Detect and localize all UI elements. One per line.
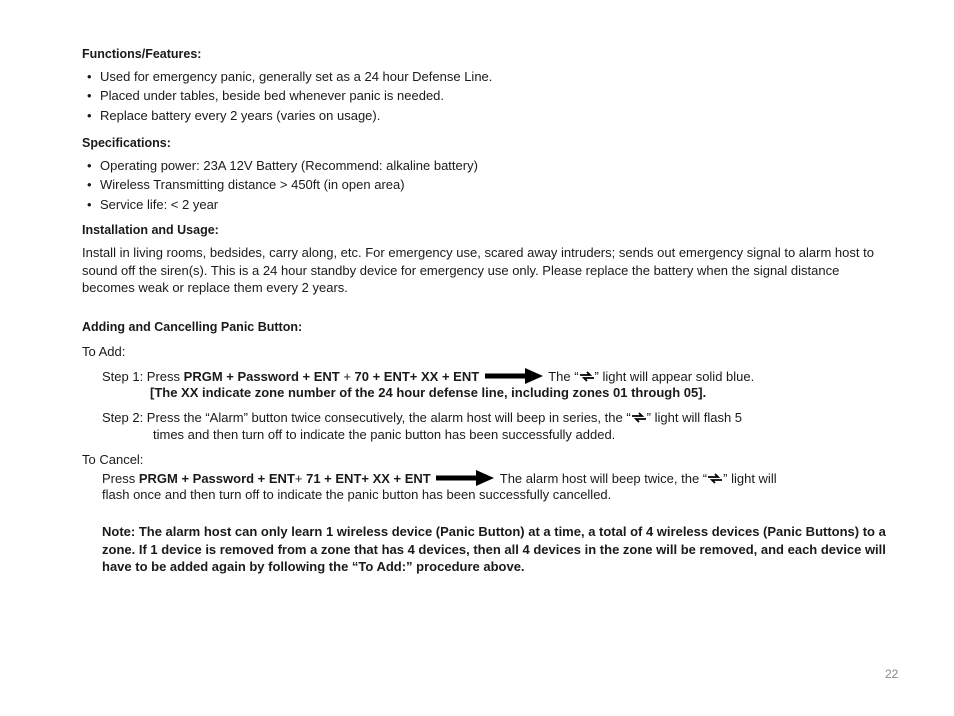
step1-code-a: PRGM + Password + ENT <box>183 368 340 384</box>
to-add-label: To Add: <box>82 344 126 359</box>
specs-list <box>82 156 478 214</box>
list-item: • Service life: < 2 year <box>82 195 478 214</box>
step1-code-b: 70 + ENT+ XX + ENT <box>354 368 480 384</box>
bullet-icon: • <box>87 88 92 104</box>
page-number: 22 <box>885 667 899 681</box>
step2-line: Step 2: Press the “Alarm” button twice consecutively, the alarm host will beep in series, the “ ” light will flash 5 <box>102 410 743 425</box>
install-paragraph: Install in living rooms, bedsides, carry along, etc. For emergency use, scared away intruders; sends out emergency signal to alarm host to sound off the siren(s). This is a 24 hour standby device for emergency use only. Please replace the battery when the signal distance becomes weak or replace them every 2 years. <box>82 245 874 295</box>
bullet-icon: • <box>87 177 92 193</box>
functions-list <box>82 67 492 125</box>
adding-heading: Adding and Cancelling Panic Button: <box>82 320 303 334</box>
bullet-icon: • <box>87 196 92 212</box>
to-cancel-label: To Cancel: <box>82 452 144 467</box>
list-item: • Used for emergency panic, generally set as a 24 hour Defense Line. <box>82 67 492 86</box>
wireless-signal-icon <box>707 472 723 487</box>
list-item: • Replace battery every 2 years (varies on usage). <box>82 106 492 125</box>
step1-note: [The XX indicate zone number of the 24 hour defense line, including zones 01 through 05]. <box>150 385 707 400</box>
install-heading: Installation and Usage: <box>82 223 219 237</box>
bullet-icon: • <box>87 158 92 173</box>
note-paragraph: Note: The alarm host can only learn 1 wireless device (Panic Button) at a time, a total of 4 wireless devices (Panic Buttons) to a zone. If 1 device is removed from a zone that has 4 devices, then all 4 devices in the zone will be removed, and each device will have to be added again by following the “To Add:” procedure above. <box>102 524 886 574</box>
step2-continuation: times and then turn off to indicate the panic button has been successfully added. <box>153 427 616 442</box>
cancel-line: Press PRGM + Password + ENT+ 71 + ENT+ XX + ENT The alarm host will beep twice, the “ ” light will <box>102 470 777 489</box>
cancel-continuation: flash once and then turn off to indicate the panic button has been successfully cancelled. <box>102 487 612 502</box>
list-item: • Placed under tables, beside bed whenever panic is needed. <box>82 86 492 105</box>
list-item: • Operating power: 23A 12V Battery (Recommend: alkaline battery) <box>82 156 478 175</box>
step1-line: Step 1: Press PRGM + Password + ENT + 70 + ENT+ XX + ENT The “ ” light will appear solid blue. <box>102 368 754 387</box>
wireless-signal-icon <box>579 370 595 385</box>
specs-heading: Specifications: <box>82 136 171 150</box>
functions-heading: Functions/Features: <box>82 47 202 61</box>
cancel-code-a: PRGM + Password + ENT <box>138 470 295 486</box>
list-item: • Wireless Transmitting distance > 450ft (in open area) <box>82 175 478 194</box>
cancel-code-b: 71 + ENT+ XX + ENT <box>306 470 431 486</box>
wireless-signal-icon <box>631 411 647 426</box>
bullet-icon: • <box>87 69 92 84</box>
bullet-icon: • <box>87 107 92 123</box>
